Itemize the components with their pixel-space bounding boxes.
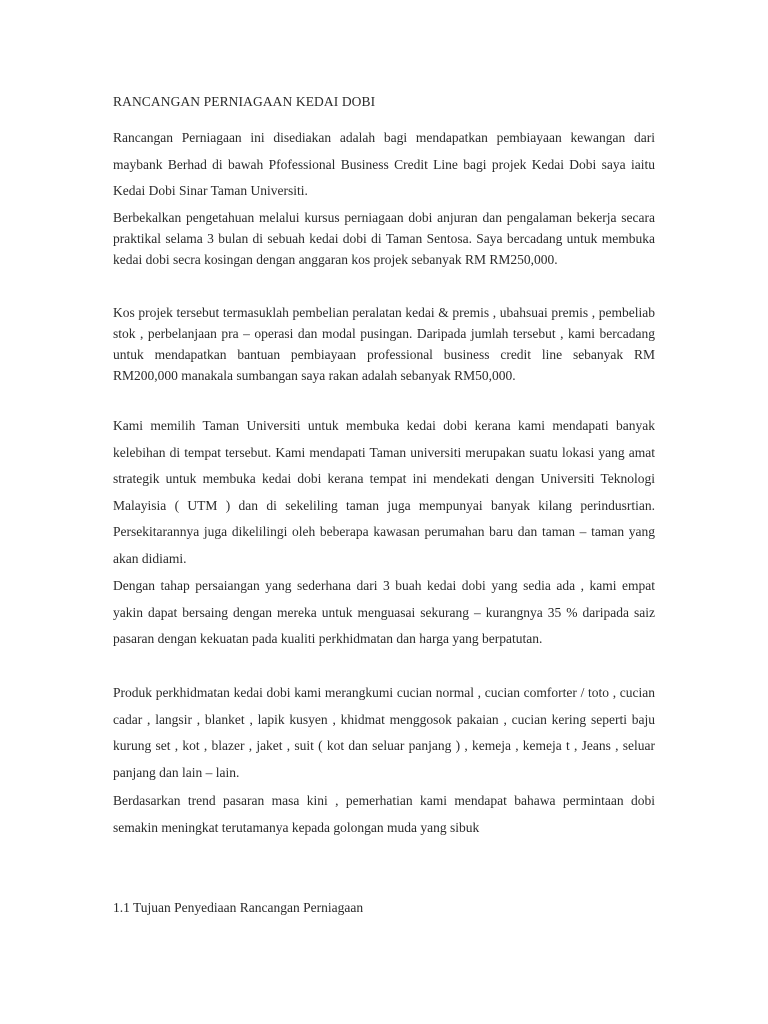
document-title: RANCANGAN PERNIAGAAN KEDAI DOBI — [113, 94, 376, 109]
paragraph-competition: Dengan tahap persaiangan yang sederhana dari 3 buah kedai dobi yang sedia ada , kami empat yakin dapat bersaing dengan mereka untuk menguasai sekurang – kurangnya 35 % daripada saiz pasaran dengan kekuatan pada kualiti perkhidmatan dan harga yang berpatutan. — [113, 578, 655, 646]
section-heading: 1.1 Tujuan Penyediaan Rancangan Perniagaan — [113, 900, 364, 915]
paragraph-market-trend: Berdasarkan trend pasaran masa kini , pemerhatian kami mendapat bahawa permintaan dobi semakin meningkat terutamanya kepada golongan muda yang sibuk — [113, 793, 655, 835]
paragraph-location: Kami memilih Taman Universiti untuk membuka kedai dobi kerana kami mendapati banyak kelebihan di tempat tersebut. Kami mendapati Taman universiti merupakan suatu lokasi yang amat strategik untuk membuka kedai dobi kerana tempat ini mendekati dengan Universiti Teknologi Malayisia ( UTM ) dan di sekeliling taman juga mempunyai banyak kilang perindusrtian. Persekitarannya juga dikelilingi oleh beberapa kawasan perumahan baru dan taman – taman yang akan didiami. — [113, 418, 655, 566]
paragraph-project-cost: Kos projek tersebut termasuklah pembelian peralatan kedai & premis , ubahsuai premis , pembeliab stok , perbelanjaan pra – operasi dan modal pusingan. Daripada jumlah tersebut , kami bercadang untuk mendapatkan bantuan pembiayaan professional business credit line sebanyak RM RM200,000 manakala sumbangan saya rakan adalah sebanyak RM50,000. — [113, 305, 655, 383]
paragraph-services: Produk perkhidmatan kedai dobi kami merangkumi cucian normal , cucian comforter / toto , cucian cadar , langsir , blanket , lapik kusyen , khidmat menggosok pakaian , cucian kering seperti baju kurung set , kot , blazer , jaket , suit ( kot dan seluar panjang ) , kemeja , kemeja t , Jeans , seluar panjang dan lain – lain. — [113, 685, 655, 780]
paragraph-financing: Rancangan Perniagaan ini disediakan adalah bagi mendapatkan pembiayaan kewangan dari maybank Berhad di bawah Pfofessional Business Credit Line bagi projek Kedai Dobi saya iaitu Kedai Dobi Sinar Taman Universiti. — [113, 130, 655, 198]
paragraph-experience: Berbekalkan pengetahuan melalui kursus perniagaan dobi anjuran dan pengalaman bekerja secara praktikal selama 3 bulan di sebuah kedai dobi di Taman Sentosa. Saya bercadang untuk membuka kedai dobi secra kosingan dengan anggaran kos projek sebanyak RM RM250,000. — [113, 210, 655, 267]
